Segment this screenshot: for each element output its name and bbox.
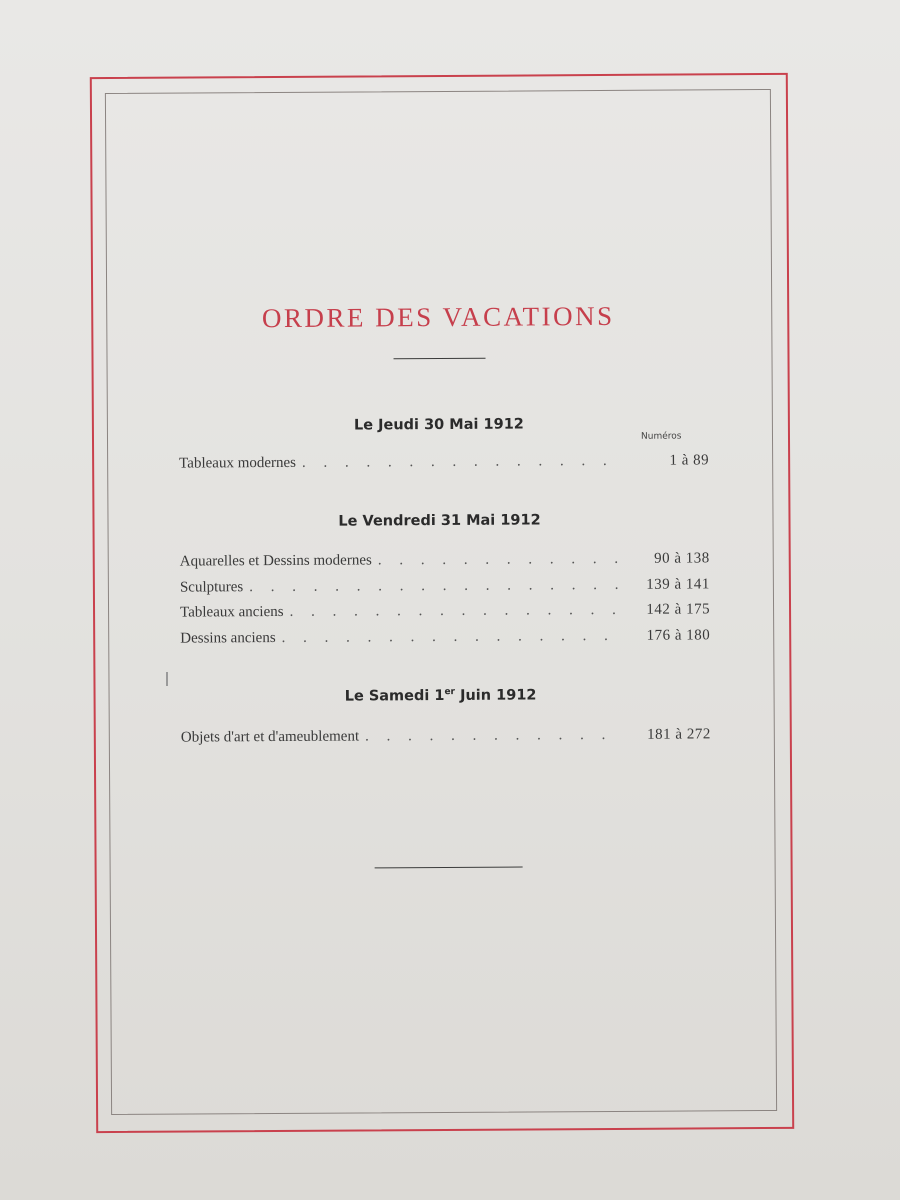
item-label: Objets d'art et d'ameublement [180,728,360,746]
closing-rule [375,867,523,869]
session-day-heading [111,686,771,706]
item-label: Tableaux modernes [179,454,297,472]
item-range: 181 à 272 [647,726,711,743]
paper-mark [166,672,168,686]
page-title: ORDRE DES VACATIONS [261,300,615,334]
list-item [180,601,710,626]
item-range: 176 à 180 [646,627,711,644]
item-label: Sculptures [179,579,244,596]
item-label: Tableaux anciens [180,603,284,621]
dot-leader [302,453,621,472]
list-item [180,550,710,575]
session-day-heading: Le Jeudi 30 Mai 1912 [353,416,524,434]
day-text: Le Samedi 1 [344,687,445,705]
dot-leader [282,628,623,647]
item-label: Aquarelles et Dessins modernes [179,552,372,570]
day-ordinal: er [444,687,456,698]
dot-leader [249,577,622,596]
list-item [180,576,710,601]
item-range: 90 à 138 [654,550,710,567]
item-range: 142 à 175 [646,601,711,618]
day-text-suffix: Juin 1912 [454,687,537,704]
item-label: Dessins anciens [180,630,276,647]
list-item [181,726,711,751]
list-item [180,627,710,652]
numeros-column-label: Numéros [640,431,682,442]
dot-leader [365,727,623,746]
dot-leader [290,602,623,621]
dot-leader [378,551,622,569]
item-range: 139 à 141 [646,576,710,593]
page-content [107,88,773,1112]
session-day-heading: Le Vendredi 31 Mai 1912 [338,512,541,530]
list-item [179,452,709,477]
item-range: 1 à 89 [669,452,710,469]
title-rule [394,358,486,360]
